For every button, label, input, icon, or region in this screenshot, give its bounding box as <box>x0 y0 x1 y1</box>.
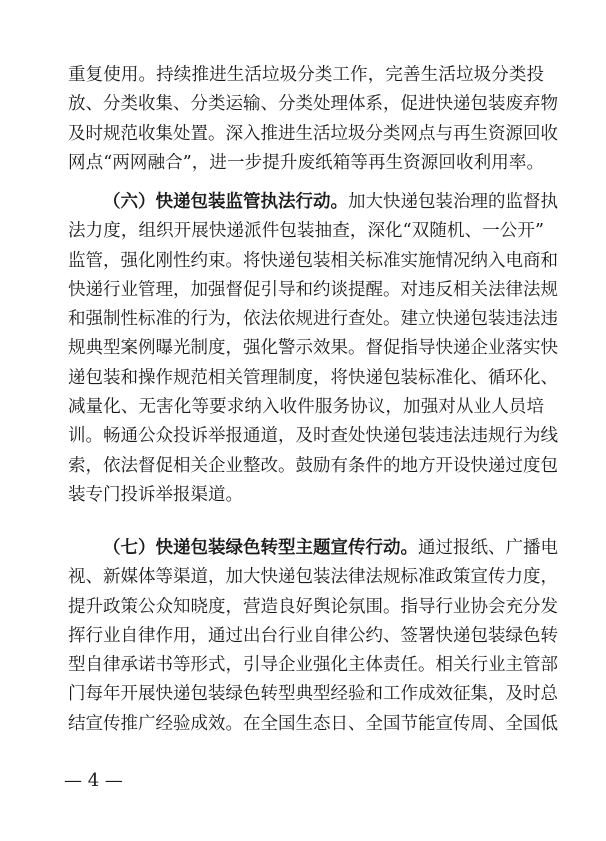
paragraph-3-line-4: 挥行业自律作用，通过出台行业自律公约、签署快递包装绿色转 <box>68 625 558 646</box>
paragraph-3-line-5: 型自律承诺书等形式，引导企业强化主体责任。相关行业主管部 <box>68 655 558 676</box>
section-heading-7: （七）快递包装绿色转型主题宣传行动。 <box>103 538 418 558</box>
paragraph-1-line-4: 网点“两网融合”，进一步提升废纸箱等再生资源回收利用率。 <box>68 152 544 173</box>
paragraph-2-line-3: 监管，强化刚性约束。将快递包装相关标准实施情况纳入电商和 <box>68 250 558 271</box>
paragraph-2-line-11: 装专门投诉举报渠道。 <box>68 484 243 505</box>
paragraph-1-line-1: 重复使用。持续推进生活垃圾分类工作，完善生活垃圾分类投 <box>68 65 544 85</box>
paragraph-3-line-6: 门每年开展快递包装绿色转型典型经验和工作成效征集，及时总 <box>68 684 558 705</box>
paragraph-2-line-1-text: 加大快递包装治理的监督执 <box>348 192 558 212</box>
paragraph-2-line-10: 索，依法督促相关企业整改。鼓励有条件的地方开设快递过度包 <box>68 455 558 476</box>
paragraph-2-line-8: 减量化、无害化等要求纳入收件服务协议，加强对从业人员培 <box>68 397 544 418</box>
paragraph-3 <box>68 534 558 739</box>
paragraph-3-line-3: 提升政策公众知晓度，营造良好舆论氛围。指导行业协会充分发 <box>68 596 558 617</box>
paragraph-2 <box>68 188 558 510</box>
paragraph-3-line-1-text: 通过报纸、广播电 <box>418 538 558 558</box>
paragraph-3-line-2: 视、新媒体等渠道，加大快递包装法律法规标准政策宣传力度， <box>68 567 558 588</box>
paragraph-3-line-7: 结宣传推广经验成效。在全国生态日、全国节能宣传周、全国低 <box>68 713 558 734</box>
page-number: — 4 — <box>64 770 123 791</box>
paragraph-1-line-2: 放、分类收集、分类运输、分类处理体系，促进快递包装废弃物 <box>68 94 558 115</box>
paragraph-1 <box>68 61 558 178</box>
paragraph-2-line-6: 规典型案例曝光制度，强化警示效果。督促指导快递企业落实快 <box>68 338 558 359</box>
paragraph-2-line-4: 快递行业管理，加强督促引导和约谈提醒。对违反相关法律法规 <box>68 279 558 300</box>
paragraph-1-line-3: 及时规范收集处置。深入推进生活垃圾分类网点与再生资源回收 <box>68 123 558 144</box>
paragraph-2-line-1 <box>68 188 558 217</box>
paragraph-2-line-2: 法力度，组织开展快递派件包装抽查，深化“双随机、一公开” <box>68 221 544 242</box>
paragraph-3-line-1 <box>68 534 558 563</box>
paragraph-2-line-7: 递包装和操作规范相关管理制度，将快递包装标准化、循环化、 <box>68 367 558 388</box>
paragraph-2-line-9: 训。畅通公众投诉举报通道，及时查处快递包装违法违规行为线 <box>68 426 558 447</box>
section-heading-6: （六）快递包装监管执法行动。 <box>103 192 348 212</box>
paragraph-2-line-5: 和强制性标准的行为，依法依规进行查处。建立快递包装违法违 <box>68 309 558 330</box>
